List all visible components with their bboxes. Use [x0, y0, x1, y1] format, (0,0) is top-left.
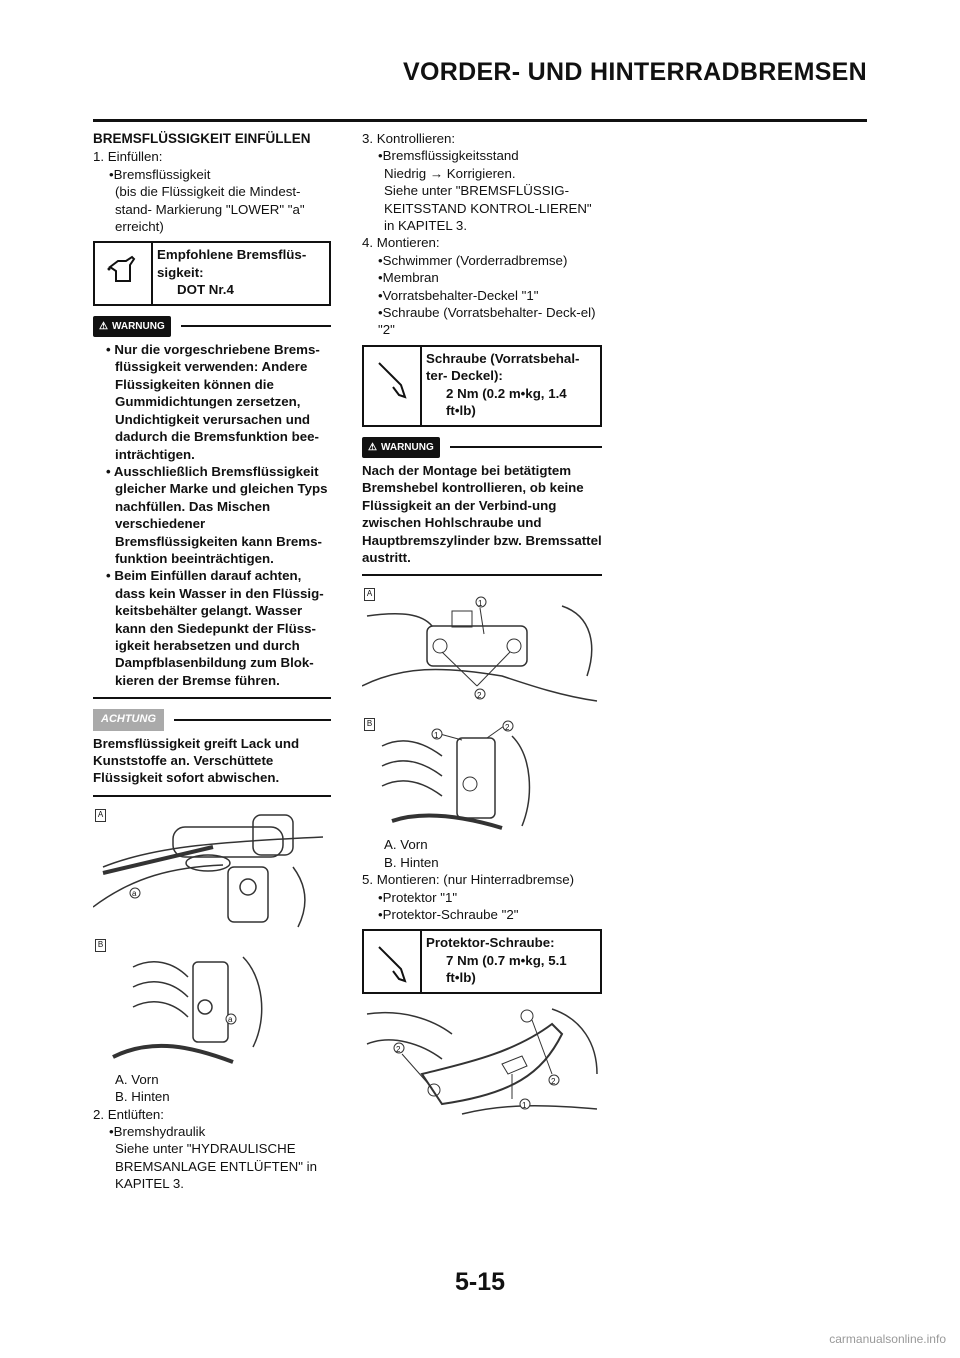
torque-wrench-icon — [364, 347, 422, 425]
spec-title: Protektor-Schraube: — [426, 935, 555, 951]
step-3: 3. Kontrollieren: — [362, 131, 456, 146]
warning-list — [93, 341, 331, 689]
step-5-bullet: •Protektor "1" — [378, 889, 458, 905]
left-column — [93, 130, 331, 1193]
figure-callout: a — [132, 888, 137, 898]
warning-item: • Ausschließlich Bremsflüssigkeit gleicher Marke und gleichen Typs nachfüllen. Das Mischen verschiedener Bremsflüssigkeiten kann Brems-funktion beeinträchtigen. — [106, 463, 328, 566]
figure-rear-reservoir — [93, 937, 331, 1067]
figure-callout: 2 — [477, 691, 482, 701]
step-5-bullet: •Protektor-Schraube "2" — [378, 906, 519, 922]
protector-illustration — [362, 1004, 602, 1130]
warning-item: • Nur die vorgeschriebene Brems-flüssigkeit verwenden: Andere Flüssigkeiten können die Gummidichtungen zersetzen, Undichtigkeit verursachen und dadurch die Bremsfunktion bee-inträchtigen. — [106, 342, 320, 462]
warning-triangle-icon: ⚠ — [99, 320, 108, 332]
warning-header — [362, 437, 602, 458]
step-5: 5. Montieren: (nur Hinterradbremse) — [362, 872, 575, 888]
spec-box-fluid — [93, 241, 331, 305]
warning-badge: ⚠ WARNUNG — [362, 437, 440, 458]
figure-callout: 2 — [551, 1076, 556, 1086]
spec-title: Schraube (Vorratsbehal-ter- Deckel): — [426, 350, 580, 384]
step-3-note: Siehe unter "BREMSFLÜSSIG-KEITSSTAND KONTROL-LIEREN" in KAPITEL 3. — [384, 183, 592, 234]
figure-label: A — [95, 809, 106, 822]
warning-item: • Beim Einfüllen darauf achten, dass kein Wasser in den Flüssig-keitsbehälter gelangt. Wasser kann den Siedepunkt der Flüss-igkeit herabsetzen und durch Dampfblasenbildung zum Blok-kieren der Bremse führen. — [106, 568, 324, 688]
header-rule — [93, 119, 867, 122]
rear-cover-illustration — [362, 716, 602, 832]
figure-label: B — [95, 939, 106, 952]
front-reservoir-illustration — [93, 807, 331, 933]
warning-badge: ⚠ WARNUNG — [93, 316, 171, 337]
spec-title: Empfohlene Bremsflüs-sigkeit: — [157, 247, 307, 280]
step-1-bullet: •Bremsflüssigkeit — [109, 166, 211, 182]
warning-text: Nach der Montage bei betätigtem Bremshebel kontrollieren, ob keine Flüssigkeit an der Verbind-ung zwischen Hohlschraube und Hauptbremszylinder bzw. Bremssattel austritt. — [362, 462, 602, 565]
step-3-note: Niedrig → Korrigieren. — [384, 165, 516, 181]
figure-callout: a — [228, 1014, 233, 1024]
figure-caption-a: A. Vorn — [384, 837, 428, 853]
spec-value: 7 Nm (0.7 m•kg, 5.1 ft•lb) — [446, 952, 567, 986]
figure-label: A — [364, 588, 375, 601]
page-number: 5-15 — [454, 1268, 506, 1296]
figure-rear-cover — [362, 716, 602, 832]
spec-value: 2 Nm (0.2 m•kg, 1.4 ft•lb) — [446, 385, 567, 419]
right-column — [362, 130, 602, 1134]
figure-caption-b: B. Hinten — [384, 854, 439, 870]
caution-header — [93, 709, 331, 730]
figure-caption-a: A. Vorn — [115, 1071, 159, 1087]
step-4-bullet: •Schwimmer (Vorderradbremse) — [378, 252, 568, 268]
figure-callout: 1 — [478, 599, 483, 609]
rear-reservoir-illustration — [93, 937, 331, 1067]
step-4-bullet: •Schraube (Vorratsbehalter- Deck-el) "2" — [378, 305, 596, 338]
caution-badge: ACHTUNG — [93, 709, 164, 730]
step-3-bullet: •Bremsflüssigkeitsstand — [378, 148, 519, 164]
step-2: 2. Entlüften: — [93, 1106, 164, 1122]
figure-caption-b: B. Hinten — [115, 1089, 170, 1105]
spec-value: DOT Nr.4 — [177, 282, 234, 298]
warning-triangle-icon: ⚠ — [368, 441, 377, 453]
figure-callout: 1 — [434, 731, 439, 741]
step-4-bullet: •Vorratsbehalter-Deckel "1" — [378, 287, 539, 303]
step-1-note: (bis die Flüssigkeit die Mindest-stand- Markierung "LOWER" "a" erreicht) — [115, 184, 305, 235]
torque-wrench-icon — [364, 931, 422, 991]
figure-protector — [362, 1004, 602, 1130]
figure-callout: 1 — [522, 1100, 527, 1110]
caution-text: Bremsflüssigkeit greift Lack und Kunststoffe an. Verschüttete Flüssigkeit sofort abwischen. — [93, 735, 300, 786]
step-4: 4. Montieren: — [362, 235, 440, 251]
figure-callout: 2 — [396, 1044, 401, 1054]
figure-front-cover — [362, 586, 602, 712]
figure-callout: 2 — [505, 723, 510, 733]
spec-box-protector — [362, 929, 602, 993]
page-title: VORDER- UND HINTERRADBREMSEN — [403, 58, 867, 86]
spec-box-screw — [362, 345, 602, 427]
figure-label: B — [364, 718, 375, 731]
step-2-note: Siehe unter "HYDRAULISCHE BREMSANLAGE ENTLÜFTEN" in KAPITEL 3. — [115, 1141, 317, 1192]
section-heading: BREMSFLÜSSIGKEIT EINFÜLLEN — [93, 131, 311, 146]
watermark: carmanualsonline.info — [829, 1332, 946, 1346]
warning-header — [93, 316, 331, 337]
step-2-bullet: •Bremshydraulik — [109, 1124, 206, 1140]
step-4-bullet: •Membran — [378, 270, 439, 286]
figure-front-reservoir — [93, 807, 331, 933]
step-1: 1. Einfüllen: — [93, 149, 163, 165]
oil-can-icon — [95, 243, 153, 303]
